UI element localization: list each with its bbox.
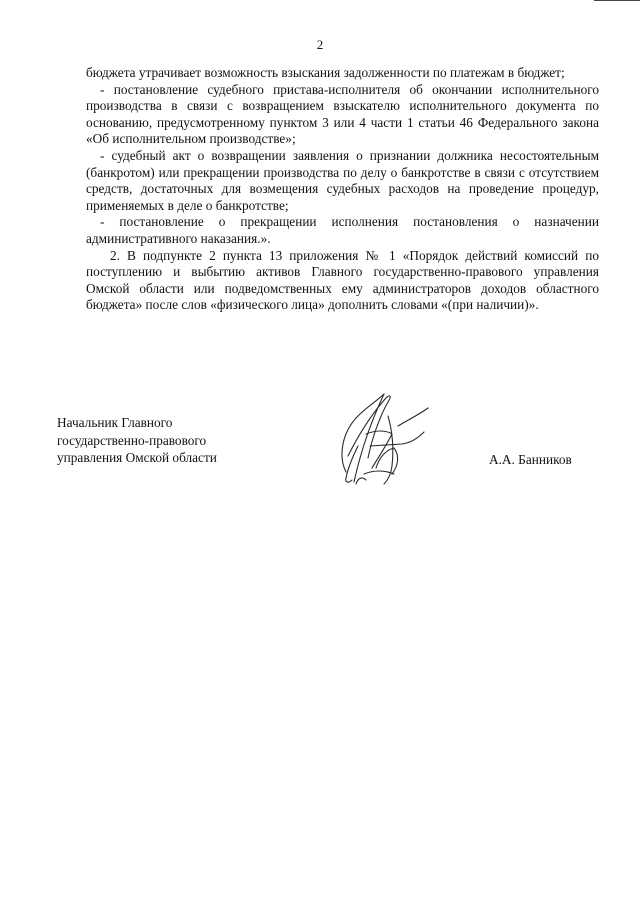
signer-name: А.А. Банников <box>489 452 572 467</box>
paragraph-termination-resolution: - постановление о прекращении исполнения постановления о назначении административного наказания.». <box>86 214 599 246</box>
signer-position-line: Начальник Главного <box>57 415 173 430</box>
handwritten-signature <box>328 386 436 496</box>
signer-position-line: управления Омской области <box>57 450 217 465</box>
page-number: 2 <box>316 37 324 52</box>
paragraph-item-2: 2. В подпункте 2 пункта 13 приложения № 1 «Порядок действий комиссий по поступлению и выбытию активов Главного государственно-правового управления Омской области или подведомственных ему администраторов доходов областного бюджета» после слов «физического лица» дополнить словами «(при наличии)». <box>86 247 599 313</box>
paragraph-budget-debt: бюджета утрачивает возможность взыскания задолженности по платежам в бюджет; <box>86 65 565 80</box>
paragraph-court-act: - судебный акт о возвращении заявления о признании должника несостоятельным (банкротом) или прекращении производства по делу о банкротстве в связи с отсутствием средств, достаточных для возмещения судебных расходов на проведение процедур, применяемых в деле о банкротстве; <box>86 147 599 213</box>
paragraph-bailiff-resolution: - постановление судебного пристава-исполнителя об окончании исполнительного производства в связи с возвращением взыскателю исполнительного документа по основанию, предусмотренному пунктом 3 или 4 части 1 статьи 46 Федерального закона «Об исполнительном производстве»; <box>86 81 599 147</box>
corner-mark <box>594 0 640 4</box>
document-body <box>86 65 599 314</box>
signer-position <box>57 414 217 467</box>
signer-position-line: государственно-правового <box>57 432 207 448</box>
